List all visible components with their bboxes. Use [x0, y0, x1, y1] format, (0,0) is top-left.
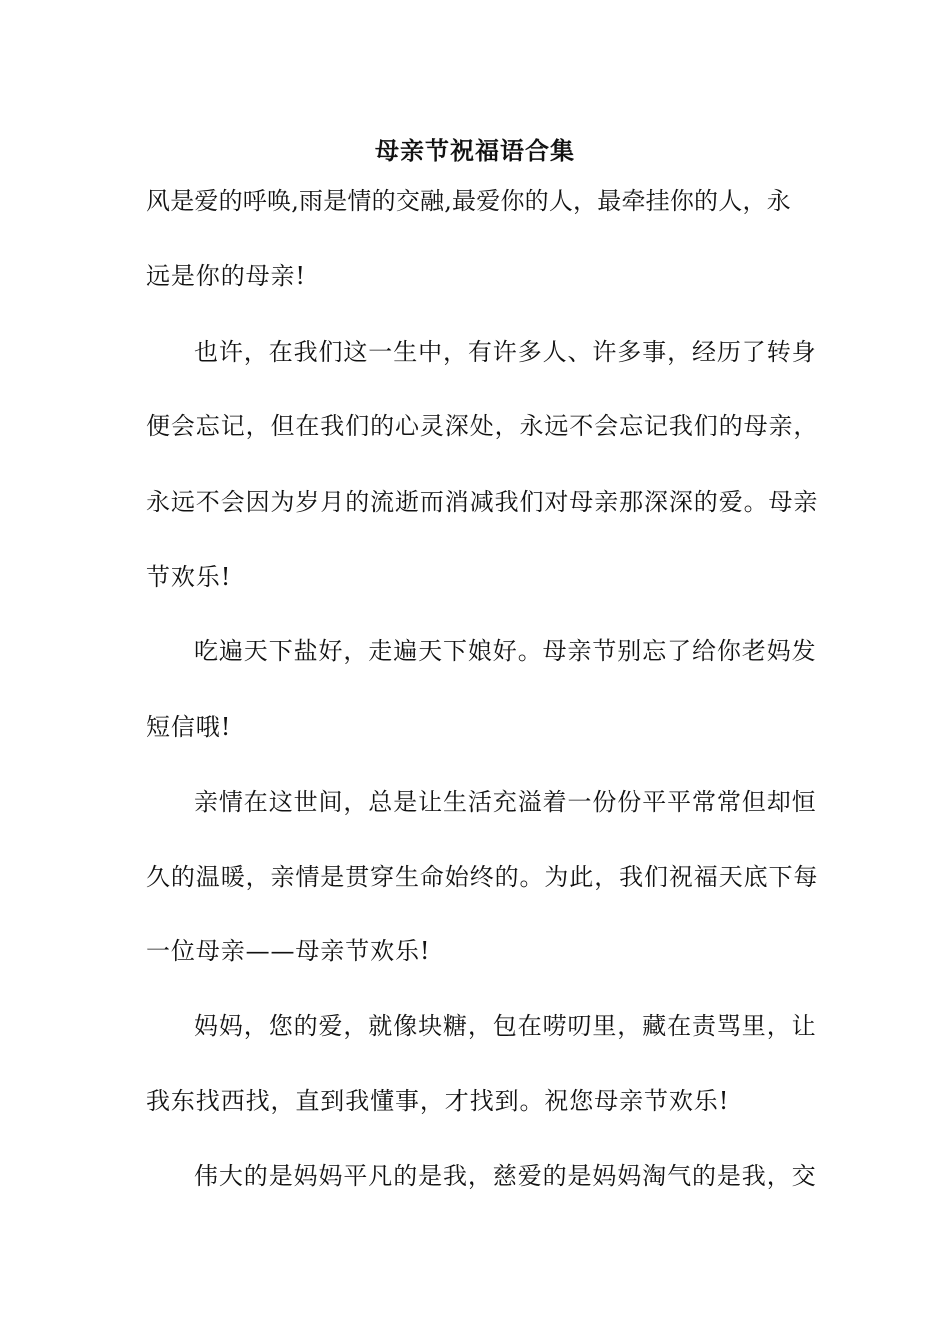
paragraph-line: 也许，在我们这一生中，有许多人、许多事，经历了转身: [194, 338, 817, 366]
paragraph-line: 久的温暖，亲情是贯穿生命始终的。为此，我们祝福天底下每: [146, 863, 819, 891]
paragraph-line: 妈妈，您的爱，就像块糖，包在唠叨里，藏在责骂里，让: [194, 1012, 817, 1040]
paragraph-line: 亲情在这世间，总是让生活充溢着一份份平平常常但却恒: [194, 788, 817, 816]
paragraph-line: 节欢乐!: [146, 563, 232, 591]
paragraph-line: 风是爱的呼唤,雨是情的交融,最爱你的人，最牵挂你的人，永: [146, 187, 791, 215]
paragraph-line: 便会忘记，但在我们的心灵深处，永远不会忘记我们的母亲，: [146, 412, 819, 440]
paragraph-line: 吃遍天下盐好，走遍天下娘好。母亲节别忘了给你老妈发: [194, 637, 817, 665]
paragraph-line: 我东找西找，直到我懂事，才找到。祝您母亲节欢乐!: [146, 1087, 730, 1115]
paragraph-line: 伟大的是妈妈平凡的是我，慈爱的是妈妈淘气的是我，交: [194, 1162, 817, 1190]
paragraph-line: 短信哦!: [146, 713, 232, 741]
paragraph-line: 远是你的母亲!: [146, 262, 306, 290]
paragraph-line: 永远不会因为岁月的流逝而消减我们对母亲那深深的爱。母亲: [146, 488, 819, 516]
paragraph-line: 一位母亲——母亲节欢乐!: [146, 937, 431, 965]
document-title: 母亲节祝福语合集: [375, 136, 575, 165]
